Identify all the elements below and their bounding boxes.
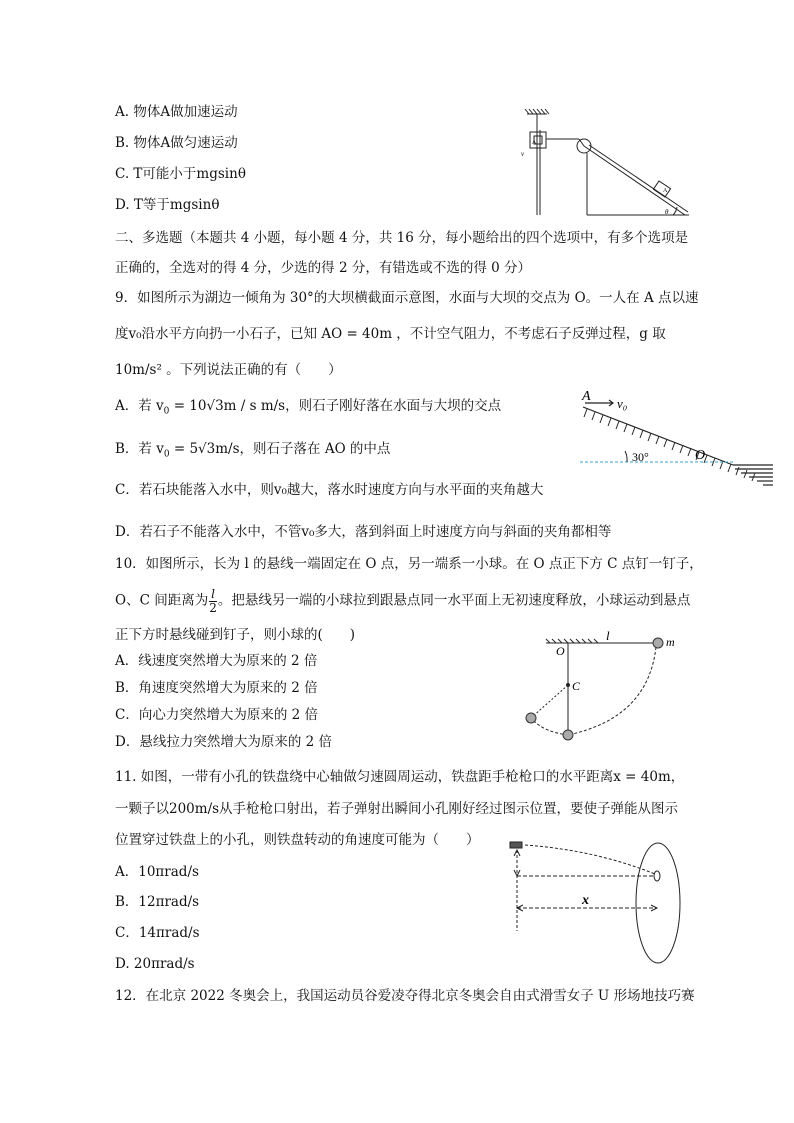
- figure-q8-pulley-incline: [505, 108, 705, 223]
- q9-option-b: [115, 443, 390, 460]
- q10-stem2-pre: O、C 间距离为: [115, 592, 209, 609]
- q9-a-post: ，则石子刚好落在水面与大坝的交点: [285, 398, 502, 414]
- q10-stem-line3: 正下方时悬线碰到钉子，则小球的( ): [115, 627, 356, 643]
- q9-stem-line3: 10m/s² 。下列说法正确的有（ ）: [115, 362, 342, 378]
- q10-option-a: A．线速度突然增大为原来的 2 倍: [115, 653, 318, 669]
- section2-line1: 二、多选题（本题共 4 小题，每小题 4 分，共 16 分，每小题给出的四个选项中，有多个选项是: [115, 230, 689, 246]
- fig10-label-m: m: [666, 635, 675, 649]
- q8-option-c: C. T可能小于mgsinθ: [115, 166, 246, 182]
- q11-option-b: B．12πrad/s: [115, 894, 200, 910]
- q8-option-a: A. 物体A做加速运动: [115, 104, 238, 120]
- q9-b-value: = 5√3m/s: [169, 441, 240, 457]
- q9-b-post: ，则石子落在 AO 的中点: [239, 441, 391, 457]
- q11-stem-line1: 11. 如图，一带有小孔的铁盘绕中心轴做匀速圆周运动，铁盘距手枪枪口的水平距离x = 40m，: [115, 769, 685, 785]
- q10-option-c: C．向心力突然增大为原来的 2 倍: [115, 707, 319, 723]
- section2-line2: 正确的，全选对的得 4 分，少选的得 2 分，有错选或不选的得 0 分）: [115, 260, 532, 276]
- q11-option-a: A．10πrad/s: [115, 864, 199, 880]
- q10-stem-line1: 10．如图所示，长为 l 的悬线一端固定在 O 点，另一端系一小球。在 O 点正下方 C 点钉一钉子，: [115, 556, 703, 572]
- q9-stem-line1: 9．如图所示为湖边一倾角为 30°的大坝横截面示意图，水面与大坝的交点为 O。一人在 A 点以速: [115, 290, 699, 306]
- q11-option-d: D. 20πrad/s: [115, 956, 195, 972]
- fig8-label-v: v: [521, 150, 525, 158]
- fig9-label-a: A: [582, 389, 591, 404]
- q10-stem-line2: [115, 588, 690, 614]
- q9-a-value: = 10√3m / s m/s: [169, 398, 286, 414]
- q11-option-c: C．14πrad/s: [115, 925, 200, 941]
- q9-option-a: [115, 400, 501, 417]
- q9-b-pre: B．若 v: [115, 441, 164, 457]
- q12-stem-line1: 12．在北京 2022 冬奥会上，我国运动员谷爱凌夺得北京冬奥会自由式滑雪女子 U 形场地技巧赛: [115, 988, 695, 1004]
- fig9-label-v0: v₀: [617, 396, 628, 411]
- q9-option-c: C．若石块能落入水中，则v₀越大，落水时速度方向与水平面的夹角越大: [115, 482, 544, 498]
- fig9-label-o: O: [695, 448, 706, 463]
- figure-q9-dam-slope: [575, 385, 775, 500]
- q10-fraction: [209, 588, 217, 614]
- q10-frac-num: l: [211, 587, 215, 601]
- q10-stem2-post: 。把悬线另一端的小球拉到跟悬点同一水平面上无初速度释放，小球运动到悬点: [217, 592, 691, 609]
- fig10-label-c: C: [572, 679, 581, 693]
- q11-stem-line2: 一颗子以200m/s从手枪枪口射出，若子弹射出瞬间小孔刚好经过图示位置，要使子弹能从图示: [115, 801, 679, 817]
- q9-b-sub: 0: [163, 449, 170, 460]
- fig11-label-x: x: [582, 893, 589, 908]
- fig8-label-theta: θ: [665, 208, 669, 216]
- fig10-label-o: O: [556, 644, 565, 658]
- fig10-label-l: l: [606, 628, 610, 643]
- q8-option-d: D. T等于mgsinθ: [115, 197, 220, 213]
- fig9-label-angle: 30°: [632, 450, 649, 464]
- fig8-label-block: A: [663, 188, 668, 194]
- q10-option-d: D．悬线拉力突然增大为原来的 2 倍: [115, 734, 332, 750]
- q9-a-pre: A．若 v: [115, 398, 164, 414]
- q9-option-d: D．若石子不能落入水中，不管v₀多大，落到斜面上时速度方向与斜面的夹角都相等: [115, 524, 612, 540]
- q8-option-b: B. 物体A做匀速运动: [115, 135, 238, 151]
- figure-q11-gun-disk: [505, 836, 695, 968]
- q9-stem-line2: 度v₀沿水平方向扔一小石子，已知 AO = 40m ，不计空气阻力，不考虑石子反弹过程，g 取: [115, 326, 666, 342]
- figure-q10-pendulum: [518, 628, 688, 748]
- q11-stem-line3: 位置穿过铁盘上的小孔，则铁盘转动的角速度可能为（ ）: [115, 832, 480, 848]
- q9-a-sub: 0: [163, 406, 170, 417]
- fig8-label-a: A: [532, 140, 537, 146]
- q10-option-b: B．角速度突然增大为原来的 2 倍: [115, 680, 318, 696]
- q10-frac-den: 2: [209, 600, 217, 615]
